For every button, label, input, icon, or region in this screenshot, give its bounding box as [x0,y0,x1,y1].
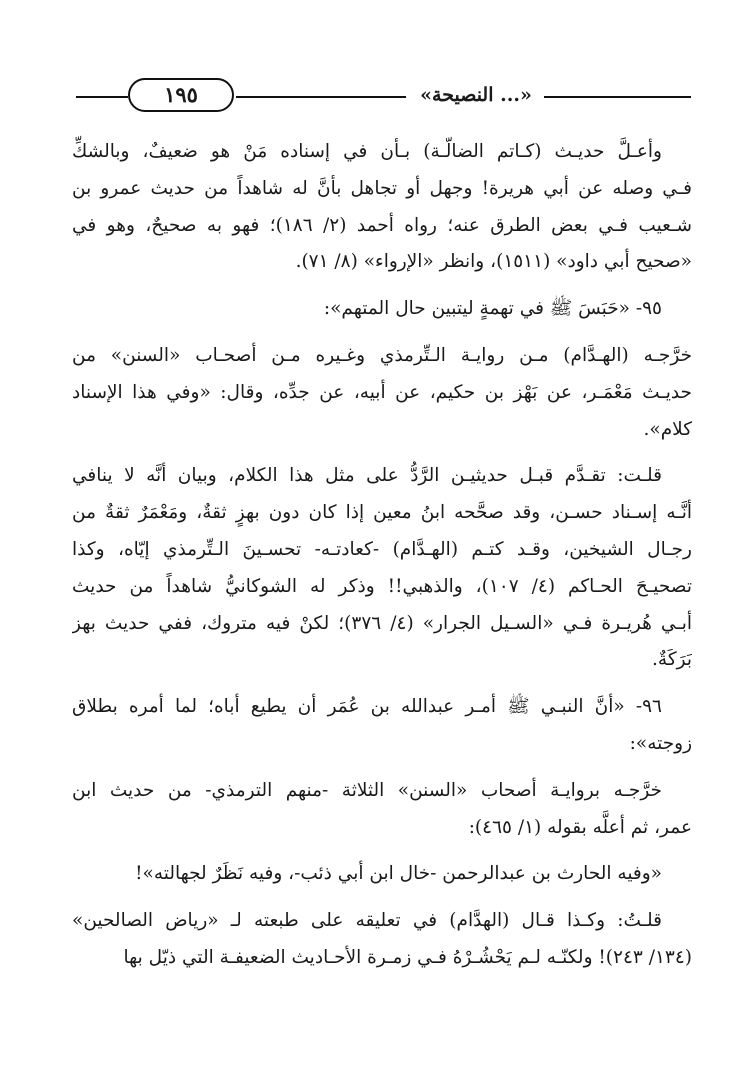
text-line: قلـت: تقـدَّم قبـل حديثيـن الرَّدُّ على مثل هذا الكلام، وبيان أنَّه لا ينافي [72,465,662,487]
text-line: حديـث مَعْمَـر، عن بَهْز بن حكيم، عن أبيه، عن جدِّه، وقال: «وفي هذا الإسناد [72,381,692,403]
text-line: شـعيب فـي بعض الطرق عنه؛ رواه أحمد (٢/ ١٨٦)؛ فهو به صحيحٌ، وهو في [72,214,692,236]
text-line: وأعـلَّ حديـث (كـاتم الضالّـة) بـأن في إسناده مَنْ هو ضعيفٌ، وبالشكِّ [72,141,662,162]
text-line: ٩٦- «أنَّ النبـي ﷺ أمـر عبدالله بن عُمَر أن يطيع أباه؛ لما أمره بطلاق [72,696,662,718]
text-line: كلام». [643,418,692,440]
page-header [76,78,691,114]
text-line: ٩٥- «حَبَسَ ﷺ في تهمةٍ ليتبين حال المتهم»: [323,298,662,320]
paragraph [72,856,692,893]
text-line: تصحيـحَ الحـاكم (٤/ ١٠٧)، والذهبي!! وذكر له الشوكانيُّ شاهداً من حديث [72,575,692,597]
paragraph [72,903,692,977]
header-rule-right [544,96,691,98]
text-line: خرَّجـه بروايـة أصحاب «السنن» الثلاثة -منهم الترمذي- من حديث ابن [72,779,662,801]
header-rule-left [76,96,128,98]
text-line: زوجته»: [629,732,692,754]
paragraph [72,773,692,847]
body-text [72,134,692,987]
paragraph [72,689,692,763]
running-title: «النصيحة ...» [420,84,532,106]
paragraph [72,291,692,328]
text-line: عمر، ثم أعلَّه بقوله (١/ ٤٦٥): [468,816,692,838]
text-line: «صحيح أبي داود» (١٥١١)، وانظر «الإرواء» (٨/ ٧١). [295,251,692,273]
text-line: قلـتُ: وكـذا قـال (الهدَّام) في تعليقه على طبعته لـ «رياض الصالحين» [72,910,662,932]
text-line: أبـي هُريـرة فـي «السـيل الجرار» (٤/ ٣٧٦)؛ لكنْ فيه متروك، ففي حديث بهز [72,612,692,634]
text-line: «وفيه الحارث بن عبدالرحمن -خال ابن أبي ذئب-، وفيه نَظَرٌ لجهالته»! [135,863,662,885]
text-line: بَرَكَةٌ. [652,649,692,671]
paragraph [72,458,692,679]
text-line: فـي وصله عن أبي هريرة! وجهل أو تجاهل بأنَّ له شاهداً من حديث عمرو بن [72,177,692,199]
text-line: أنَّـه إسـناد حسـن، وقد صحَّحه ابنُ معين إذا كان دون بهزٍ ثقةٌ، ومَعْمَرٌ ثقةٌ من [72,502,692,524]
page-number: ١٩٥ [128,78,234,112]
text-line: رجـال الشيخين، وقـد كتـم (الهـدَّام) -كعادتـه- تحسـينَ الـتِّرمذي إيّاه، وكذا [72,538,692,560]
text-line: خرَّجـه (الهـدَّام) مـن روايـة الـتِّرمذي وغـيره مـن أصحـاب «السنن» من [72,344,692,366]
header-rule-middle [236,96,406,98]
paragraph [72,338,692,448]
text-line: (١٣٤/ ٢٤٣)! ولكنّـه لـم يَحْشُـرْهُ فـي زمـرة الأحـاديث الضعيفـة التي ذيّل بها [123,946,692,968]
paragraph [72,134,692,281]
